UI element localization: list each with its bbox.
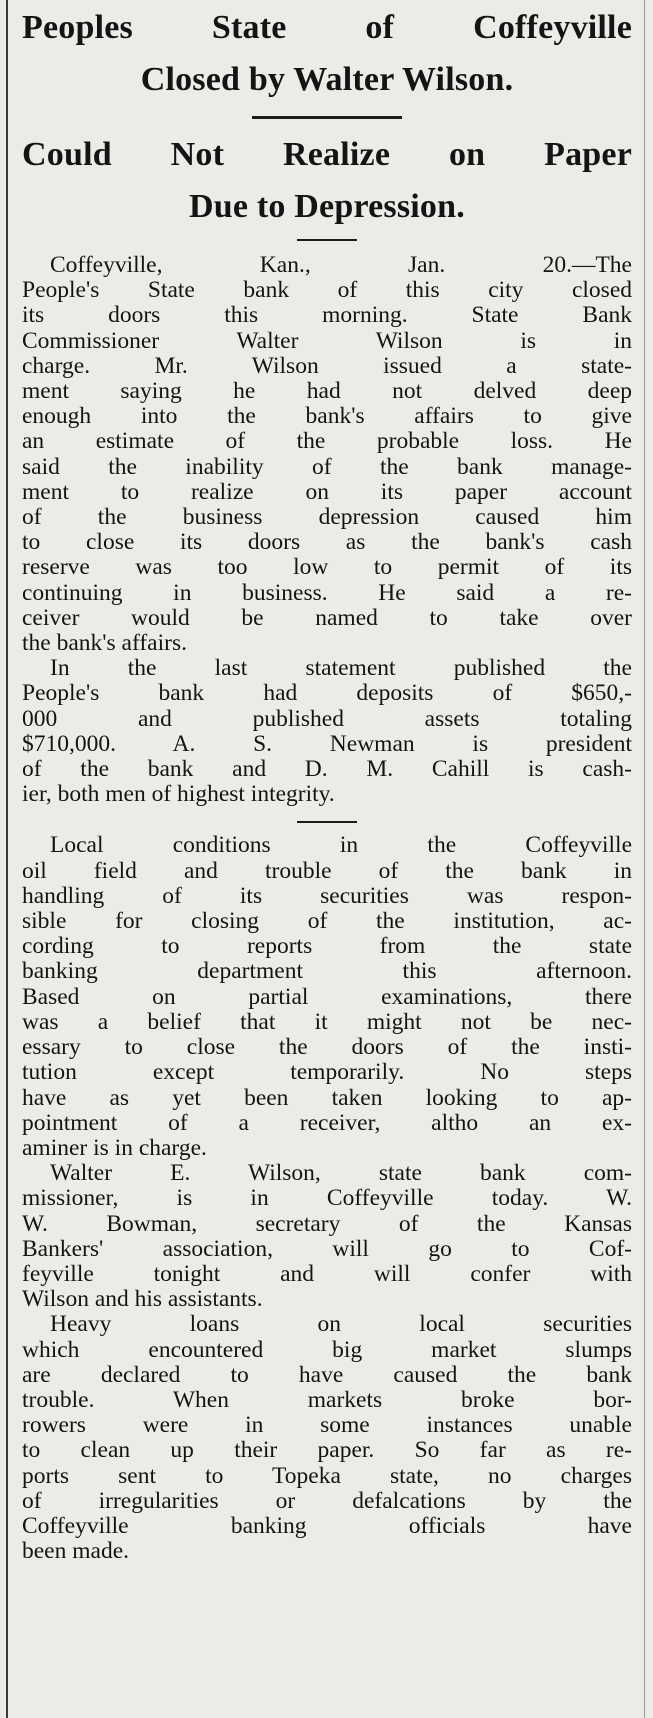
headline-line-4: Due to Depression. (189, 188, 465, 225)
text-line: Coffeyville banking officials have (22, 1512, 632, 1539)
headline-line-3: Could Not Realize on Paper (22, 136, 632, 173)
text-line: In the last statement published the (50, 655, 632, 682)
text-line: banking department this afternoon. (22, 958, 632, 985)
headline-end-rule (297, 239, 357, 241)
text-line: handling of its securities was respon- (22, 882, 632, 909)
text-line: said the inability of the bank manage- (22, 453, 632, 480)
text-line: $710,000. A. S. Newman is president (22, 730, 632, 757)
paragraph-4 (22, 1161, 632, 1312)
text-line: its doors this morning. State Bank (22, 302, 632, 329)
text-line: are declared to have caused the bank (22, 1361, 632, 1388)
text-line: the bank's affairs. (22, 630, 187, 657)
headline-deck-2 (22, 129, 632, 233)
text-line: Walter E. Wilson, state bank com- (50, 1160, 632, 1187)
text-line: which encountered big market slumps (22, 1336, 632, 1363)
text-line: Commissioner Walter Wilson is in (22, 327, 632, 354)
text-line: ceiver would be named to take over (22, 604, 632, 631)
headline-deck-1 (22, 2, 632, 106)
text-line: charge. Mr. Wilson issued a state- (22, 352, 632, 379)
text-line: ment to realize on its paper account (22, 478, 632, 505)
text-line: trouble. When markets broke bor- (22, 1386, 632, 1413)
text-line: oil field and trouble of the bank in (22, 857, 632, 884)
headline-divider (252, 116, 402, 119)
text-line: Local conditions in the Coffeyville (50, 832, 632, 859)
paragraph-1 (22, 253, 632, 656)
text-line: Based on partial examinations, there (22, 983, 632, 1010)
text-line: been made. (22, 1538, 130, 1565)
text-line: People's State bank of this city closed (22, 277, 632, 304)
headline-line-2: Closed by Walter Wilson. (140, 61, 514, 98)
text-line: tution except temporarily. No steps (22, 1059, 632, 1086)
text-line: have as yet been taken looking to ap- (22, 1084, 632, 1111)
text-line: of the business depression caused him (22, 504, 632, 531)
text-line: Heavy loans on local securities (50, 1311, 632, 1338)
text-line: sible for closing of the institution, ac- (22, 908, 632, 935)
article-body (22, 253, 632, 1564)
text-line: reserve was too low to permit of its (22, 554, 632, 581)
text-line: Coffeyville, Kan., Jan. 20.—The (50, 252, 632, 278)
section-divider (297, 821, 357, 823)
text-line: was a belief that it might not be nec- (22, 1008, 632, 1035)
text-line: Wilson and his assistants. (22, 1286, 263, 1313)
text-line: 000 and published assets totaling (22, 705, 632, 732)
column-rule-right (644, 0, 645, 1718)
paragraph-5 (22, 1312, 632, 1564)
text-line: to close its doors as the bank's cash (22, 529, 632, 556)
text-line: enough into the bank's affairs to give (22, 403, 632, 430)
text-line: aminer is in charge. (22, 1134, 207, 1161)
text-line: W. Bowman, secretary of the Kansas (22, 1210, 632, 1237)
text-line: missioner, is in Coffeyville today. W. (22, 1185, 632, 1212)
text-line: an estimate of the probable loss. He (22, 428, 632, 455)
text-line: feyville tonight and will confer with (22, 1260, 632, 1287)
text-line: cording to reports from the state (22, 933, 632, 960)
paragraph-3 (22, 833, 632, 1161)
text-line: of the bank and D. M. Cahill is cash- (22, 756, 632, 783)
text-line: People's bank had deposits of $650,- (22, 680, 632, 707)
paragraph-2 (22, 656, 632, 807)
text-line: continuing in business. He said a re- (22, 579, 632, 606)
text-line: ports sent to Topeka state, no charges (22, 1462, 632, 1489)
text-line: ment saying he had not delved deep (22, 378, 632, 405)
text-line: Bankers' association, will go to Cof- (22, 1235, 632, 1262)
article-column (22, 2, 632, 1564)
column-rule-left (6, 0, 8, 1718)
text-line: of irregularities or defalcations by the (22, 1487, 632, 1514)
text-line: to clean up their paper. So far as re- (22, 1437, 632, 1464)
text-line: pointment of a receiver, altho an ex- (22, 1109, 632, 1136)
text-line: ier, both men of highest integrity. (22, 781, 335, 808)
text-line: essary to close the doors of the insti- (22, 1034, 632, 1061)
text-line: rowers were in some instances unable (22, 1412, 632, 1439)
headline-line-1: Peoples State of Coffeyville (22, 9, 632, 46)
